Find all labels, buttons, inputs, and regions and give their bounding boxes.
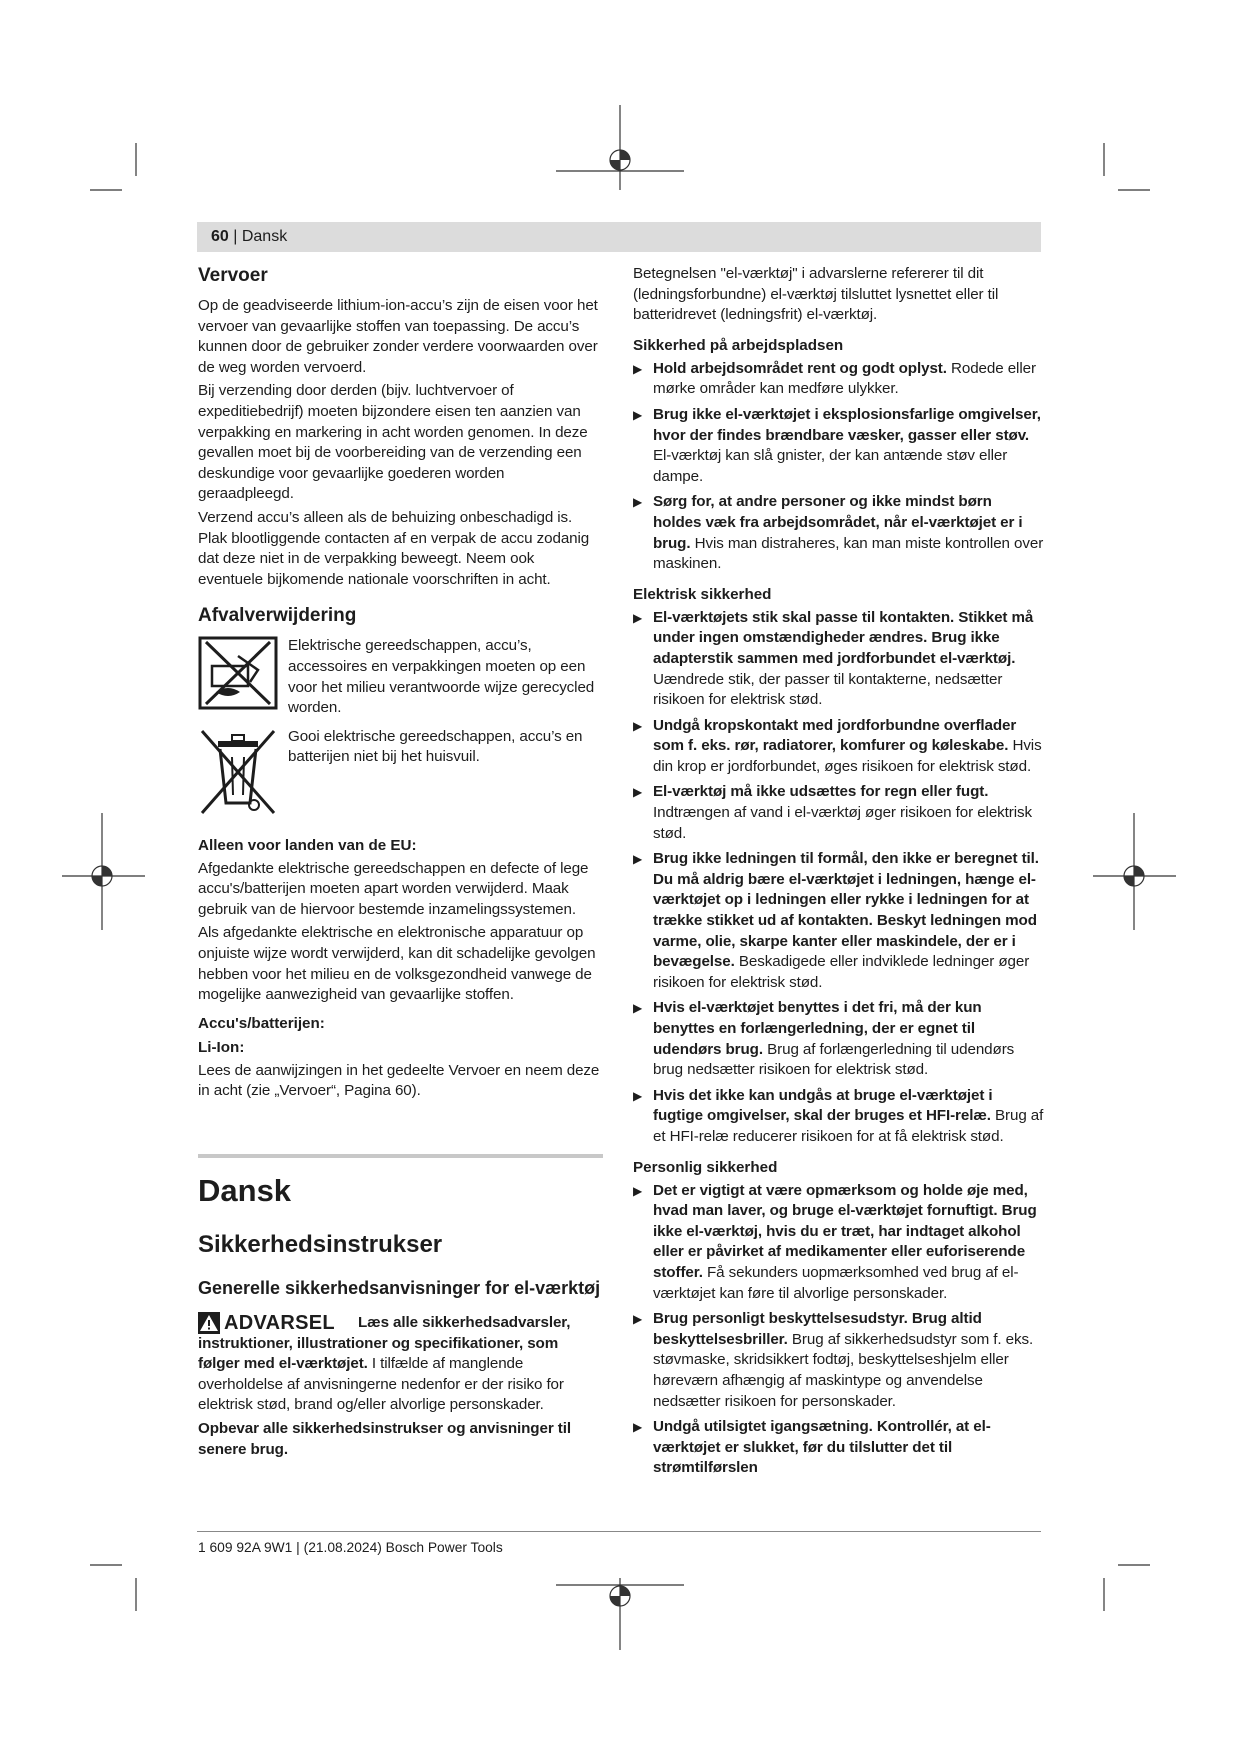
bullet-arrow-icon: ▶ bbox=[633, 1420, 643, 1435]
eu-paragraph: Als afgedankte elektrische en elektronische apparatuur op onjuiste wijze wordt verwijderd, kan dit schadelijke gevolgen hebben voor het milieu en de volksgezondheid vanwege de mogelijke aanwezigheid van gevaarlijke stoffen. bbox=[198, 924, 596, 1004]
bullet-arrow-icon: ▶ bbox=[633, 407, 643, 422]
right-column bbox=[633, 264, 1044, 1484]
bullet-arrow-icon: ▶ bbox=[633, 718, 643, 733]
warning-badge bbox=[198, 1312, 335, 1334]
bullet-arrow-icon: ▶ bbox=[633, 610, 643, 625]
section-heading: Sikkerhed på arbejdspladsen bbox=[633, 336, 844, 354]
section-divider bbox=[198, 1154, 603, 1158]
section-heading: Personlig sikkerhed bbox=[633, 1158, 778, 1176]
recycling-packaging-icon bbox=[198, 636, 278, 715]
eu-paragraph: Afgedankte elektrische gereedschappen en defecte of lege accu's/batterijen moeten apart worden verwijderd. Maak gebruik van de hiervoor bestemde inzamelingssystemen. bbox=[198, 859, 589, 918]
page-header: 60 | Dansk bbox=[197, 222, 1041, 252]
eu-heading: Alleen voor landen van de EU: bbox=[198, 836, 417, 854]
language-title: Dansk bbox=[198, 1173, 292, 1209]
afval-heading: Afvalverwijdering bbox=[198, 605, 357, 627]
bin-text: Gooi elektrische gereedschappen, accu’s en batterijen niet bij het huisvuil. bbox=[288, 727, 583, 766]
bullet-item: ▶ Hvis det ikke kan undgås at bruge el-værktøjet i fugtige omgivelser, skal der bruges et HFI-relæ. Brug af et HFI-relæ reducerer risikoen for at få elektrisk stød. bbox=[633, 1086, 1044, 1145]
accu-heading: Accu's/batterijen: bbox=[198, 1014, 325, 1032]
bullet-item: ▶ Brug ikke el-værktøjet i eksplosionsfarlige omgivelser, hvor der findes brændbare væsker, gasser eller støv. El-værktøj kan slå gnister, der kan antænde støv eller dampe. bbox=[633, 405, 1041, 485]
vervoer-paragraph: Op de geadviseerde lithium-ion-accu’s zijn de eisen voor het vervoer van gevaarlijke stoffen van toepassing. De accu’s kunnen door de gebruiker zonder verdere voorwaarden over de weg worden vervoerd. bbox=[198, 297, 598, 376]
liion-heading: Li-Ion: bbox=[198, 1038, 245, 1056]
intro-text: Betegnelsen "el-værktøj" i advarslerne refererer til dit (ledningsforbundne) el-værktøj tilsluttet lysnettet eller til batteridrevet (ledningsfrit) el-værktøj. bbox=[633, 265, 999, 324]
footer-text: 1 609 92A 9W1 | (21.08.2024) Bosch Power Tools bbox=[198, 1540, 503, 1555]
keep-instructions-text: Opbevar alle sikkerhedsinstrukser og anvisninger til senere brug. bbox=[198, 1420, 571, 1458]
bullet-list bbox=[633, 1181, 1044, 1479]
bullet-item: ▶ Undgå utilsigtet igangsætning. Kontrollér, at el-værktøjet er slukket, før du tilslutter det til strømtilførslen bbox=[633, 1418, 991, 1477]
bin-row bbox=[198, 727, 603, 822]
bullet-list bbox=[633, 359, 1044, 575]
vervoer-paragraph: Bij verzending door derden (bijv. luchtvervoer of expeditiebedrijf) moeten bijzondere eisen ten aanzien van verpakking en markering in acht worden genomen. In deze gevallen moet bij de voorbereiding van de verzending een deskundige voor gevaarlijke goederen worden geraadpleegd. bbox=[198, 382, 588, 503]
liion-text: Lees de aanwijzingen in het gedeelte Vervoer en neem deze in acht (zie „Vervoer“, Pagina 60). bbox=[198, 1061, 600, 1100]
warning-label: ADVARSEL bbox=[224, 1312, 335, 1335]
bullet-arrow-icon: ▶ bbox=[633, 495, 643, 510]
recycle-row bbox=[198, 636, 603, 718]
crossed-out-bin-icon bbox=[198, 727, 278, 822]
bullet-item: ▶ Det er vigtigt at være opmærksom og holde øje med, hvad man laver, og bruge el-værktøjet fornuftigt. Brug ikke el-værktøj, hvis du er træt, har indtaget alkohol eller er påvirket af medikamenter eller euforiserende stoffer. Få sekunders uopmærksomhed ved brug af el-værktøjet kan føre til alvorlige personskader. bbox=[633, 1181, 1037, 1302]
bullet-item: ▶ Hvis el-værktøjet benyttes i det fri, må der kun benyttes en forlængerledning, der er egnet til udendørs brug. Brug af forlængerledning til udendørs brug nedsætter risikoen for elektrisk stød. bbox=[633, 999, 1015, 1079]
bullet-arrow-icon: ▶ bbox=[633, 1183, 643, 1198]
bullet-arrow-icon: ▶ bbox=[633, 361, 643, 376]
safety-title: Sikkerhedsinstrukser bbox=[198, 1231, 443, 1259]
vervoer-heading: Vervoer bbox=[198, 265, 268, 286]
bullet-item: ▶ Hold arbejdsområdet rent og godt oplyst. Rodede eller mørke områder kan medføre ulykker. bbox=[633, 359, 1036, 398]
bullet-item: ▶ Sørg for, at andre personer og ikke mindst børn holdes væk fra arbejdsområdet, når el-værktøjet er i brug. Hvis man distraheres, kan man miste kontrollen over maskinen. bbox=[633, 493, 1044, 573]
warning-triangle-icon bbox=[198, 1312, 220, 1334]
page-number: 60 bbox=[211, 228, 229, 245]
bullet-arrow-icon: ▶ bbox=[633, 1312, 643, 1327]
bullet-list bbox=[633, 608, 1044, 1148]
left-column bbox=[198, 264, 603, 1460]
bullet-item: ▶ Brug ikke ledningen til formål, den ikke er beregnet til. Du må aldrig bære el-værktøjet i ledningen, hænge el-værktøjet op i ledningen eller rykke i ledningen for at trække stikket ud af kontakten. Beskyt ledningen mod varme, olie, skarpe kanter eller maskindele, der er i bevægelse. Beskadigede eller indviklede ledninger øger risikoen for elektrisk stød. bbox=[633, 850, 1039, 991]
bullet-item: ▶ El-værktøj må ikke udsættes for regn eller fugt. Indtrængen af vand i el-værktøj øger risikoen for elektrisk stød. bbox=[633, 783, 1032, 842]
footer-rule bbox=[197, 1531, 1041, 1532]
bullet-arrow-icon: ▶ bbox=[633, 1001, 643, 1016]
bullet-arrow-icon: ▶ bbox=[633, 785, 643, 800]
section-heading: Elektrisk sikkerhed bbox=[633, 585, 772, 603]
warning-text: I tilfælde af manglende overholdelse af anvisningerne nedenfor er der risiko for elektrisk stød, brand og/eller alvorlige personskader. bbox=[198, 1355, 564, 1414]
header-language: Dansk bbox=[241, 228, 288, 245]
bullet-item: ▶ Brug personligt beskyttelsesudstyr. Brug altid beskyttelsesbriller. Brug af sikkerhedsudstyr som f. eks. støvmaske, skridsikkert fodtøj, beskyttelseshjelm eller høreværn afhængig af maskintype og anvendelse nedsætter risikoen for personskader. bbox=[633, 1310, 1034, 1410]
vervoer-paragraph: Verzend accu’s alleen als de behuizing onbeschadigd is. Plak blootliggende contacten af en verpak de accu zodanig dat deze niet in de verpakking beweegt. Neem ook eventuele bijkomende nationale voorschriften in acht. bbox=[198, 508, 590, 588]
bullet-item: ▶ Undgå kropskontakt med jordforbundne overflader som f. eks. rør, radiatorer, komfurer og køleskabe. Hvis din krop er jordforbundet, øges risikoen for elektrisk stød. bbox=[633, 716, 1042, 775]
bullet-arrow-icon: ▶ bbox=[633, 852, 643, 867]
recycle-text: Elektrische gereedschappen, accu’s, accessoires en verpakkingen moeten op een voor het milieu verantwoorde wijze gerecycled worden. bbox=[288, 637, 595, 717]
bullet-arrow-icon: ▶ bbox=[633, 1088, 643, 1103]
general-safety-heading: Generelle sikkerhedsanvisninger for el-værktøj bbox=[198, 1278, 601, 1299]
warning-bold-text: Læs alle sikkerhedsadvarsler, instruktioner, illustrationer og specifikationer, som følger med el-værktøjet. bbox=[198, 1314, 571, 1373]
bullet-item: ▶ El-værktøjets stik skal passe til kontakten. Stikket må under ingen omstændigheder ændres. Brug ikke adapterstik sammen med jordforbundet el-værktøj. Uændrede stik, der passer til kontakterne, nedsætter risikoen for elektrisk stød. bbox=[633, 608, 1034, 709]
